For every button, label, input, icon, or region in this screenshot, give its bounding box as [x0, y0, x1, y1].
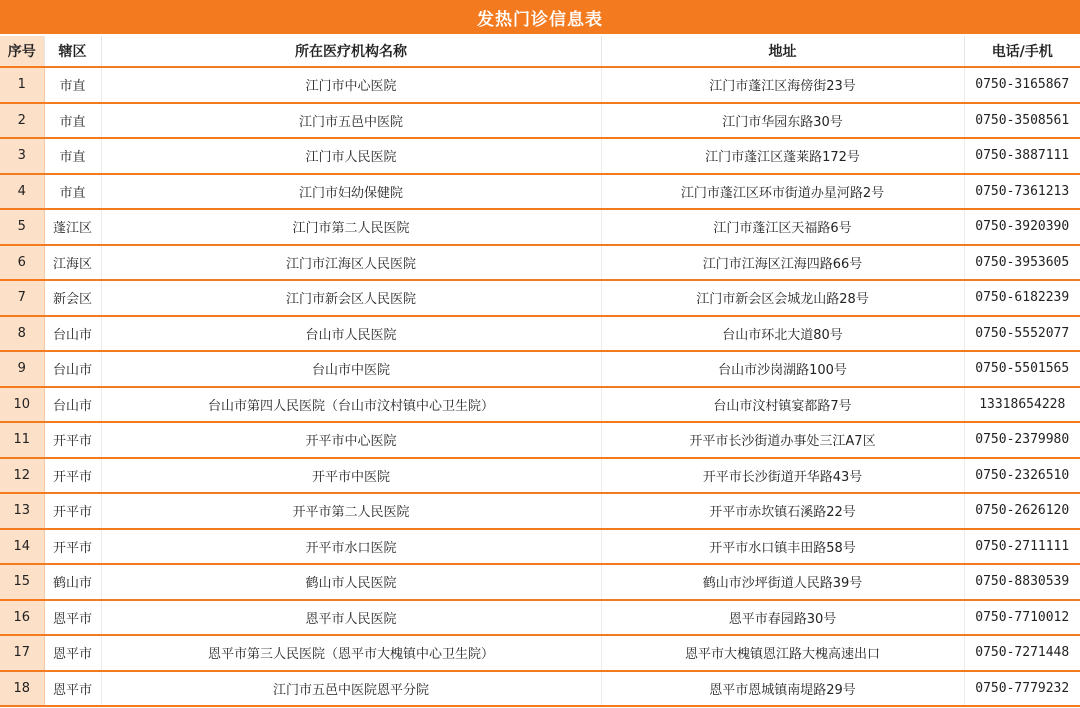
header-index: 序号 [0, 36, 44, 67]
cell-district: 开平市 [44, 458, 101, 494]
table-row [0, 209, 1080, 245]
cell-district: 市直 [44, 174, 101, 210]
cell-phone: 0750-2626120 [964, 493, 1080, 529]
cell-phone: 0750-5552077 [964, 316, 1080, 352]
cell-address: 台山市环北大道80号 [601, 316, 964, 352]
cell-index: 15 [0, 564, 44, 600]
table-row [0, 422, 1080, 458]
cell-district: 鹤山市 [44, 564, 101, 600]
cell-district: 恩平市 [44, 600, 101, 636]
cell-phone: 0750-7779232 [964, 671, 1080, 707]
cell-address: 台山市沙岗湖路100号 [601, 351, 964, 387]
cell-district: 台山市 [44, 387, 101, 423]
table-row [0, 458, 1080, 494]
cell-institution: 开平市水口医院 [101, 529, 601, 565]
cell-address: 江门市蓬江区环市街道办星河路2号 [601, 174, 964, 210]
cell-index: 4 [0, 174, 44, 210]
table-row [0, 316, 1080, 352]
cell-index: 17 [0, 635, 44, 671]
cell-index: 16 [0, 600, 44, 636]
cell-institution: 开平市第二人民医院 [101, 493, 601, 529]
cell-address: 恩平市恩城镇南堤路29号 [601, 671, 964, 707]
cell-index: 8 [0, 316, 44, 352]
cell-address: 开平市长沙街道开华路43号 [601, 458, 964, 494]
table-row [0, 351, 1080, 387]
cell-phone: 0750-3920390 [964, 209, 1080, 245]
cell-index: 18 [0, 671, 44, 707]
cell-district: 市直 [44, 103, 101, 139]
cell-phone: 0750-2711111 [964, 529, 1080, 565]
header-row [0, 36, 1080, 67]
cell-district: 恩平市 [44, 635, 101, 671]
table-row [0, 600, 1080, 636]
cell-institution: 台山市中医院 [101, 351, 601, 387]
cell-address: 江门市蓬江区蓬莱路172号 [601, 138, 964, 174]
table-row [0, 671, 1080, 707]
table-title: 发热门诊信息表 [0, 0, 1080, 36]
cell-district: 市直 [44, 67, 101, 103]
cell-institution: 江门市人民医院 [101, 138, 601, 174]
cell-phone: 0750-8830539 [964, 564, 1080, 600]
table-row [0, 103, 1080, 139]
cell-address: 开平市长沙街道办事处三江A7区 [601, 422, 964, 458]
cell-address: 台山市汶村镇宴都路7号 [601, 387, 964, 423]
cell-phone: 0750-7710012 [964, 600, 1080, 636]
cell-phone: 0750-6182239 [964, 280, 1080, 316]
cell-institution: 江门市五邑中医院 [101, 103, 601, 139]
cell-address: 鹤山市沙坪街道人民路39号 [601, 564, 964, 600]
table-row [0, 564, 1080, 600]
cell-phone: 0750-2379980 [964, 422, 1080, 458]
cell-address: 恩平市春园路30号 [601, 600, 964, 636]
cell-address: 江门市江海区江海四路66号 [601, 245, 964, 281]
cell-index: 6 [0, 245, 44, 281]
cell-index: 9 [0, 351, 44, 387]
cell-institution: 台山市人民医院 [101, 316, 601, 352]
cell-address: 开平市赤坎镇石溪路22号 [601, 493, 964, 529]
table-row [0, 245, 1080, 281]
table-row [0, 493, 1080, 529]
cell-institution: 江门市第二人民医院 [101, 209, 601, 245]
cell-institution: 恩平市第三人民医院（恩平市大槐镇中心卫生院） [101, 635, 601, 671]
cell-district: 蓬江区 [44, 209, 101, 245]
cell-institution: 江门市新会区人民医院 [101, 280, 601, 316]
cell-address: 江门市华园东路30号 [601, 103, 964, 139]
cell-district: 市直 [44, 138, 101, 174]
cell-district: 台山市 [44, 316, 101, 352]
cell-index: 10 [0, 387, 44, 423]
header-district: 辖区 [44, 36, 101, 67]
cell-institution: 江门市江海区人民医院 [101, 245, 601, 281]
cell-address: 江门市蓬江区天福路6号 [601, 209, 964, 245]
table-row [0, 280, 1080, 316]
cell-index: 3 [0, 138, 44, 174]
cell-index: 12 [0, 458, 44, 494]
cell-phone: 0750-3887111 [964, 138, 1080, 174]
fever-clinic-table [0, 36, 1080, 707]
cell-phone: 0750-5501565 [964, 351, 1080, 387]
cell-address: 江门市新会区会城龙山路28号 [601, 280, 964, 316]
cell-district: 开平市 [44, 493, 101, 529]
cell-district: 开平市 [44, 422, 101, 458]
table-body [0, 67, 1080, 706]
table-row [0, 635, 1080, 671]
cell-district: 恩平市 [44, 671, 101, 707]
cell-index: 7 [0, 280, 44, 316]
cell-index: 11 [0, 422, 44, 458]
table-row [0, 67, 1080, 103]
header-address: 地址 [601, 36, 964, 67]
cell-phone: 0750-7271448 [964, 635, 1080, 671]
cell-phone: 0750-2326510 [964, 458, 1080, 494]
cell-phone: 13318654228 [964, 387, 1080, 423]
cell-phone: 0750-3508561 [964, 103, 1080, 139]
cell-district: 开平市 [44, 529, 101, 565]
cell-district: 新会区 [44, 280, 101, 316]
cell-institution: 开平市中心医院 [101, 422, 601, 458]
cell-phone: 0750-3165867 [964, 67, 1080, 103]
table-row [0, 174, 1080, 210]
cell-index: 14 [0, 529, 44, 565]
header-phone: 电话/手机 [964, 36, 1080, 67]
cell-index: 1 [0, 67, 44, 103]
cell-index: 13 [0, 493, 44, 529]
cell-address: 开平市水口镇丰田路58号 [601, 529, 964, 565]
table-row [0, 138, 1080, 174]
cell-institution: 鹤山市人民医院 [101, 564, 601, 600]
cell-address: 江门市蓬江区海傍街23号 [601, 67, 964, 103]
table-row [0, 387, 1080, 423]
cell-institution: 恩平市人民医院 [101, 600, 601, 636]
cell-address: 恩平市大槐镇恩江路大槐高速出口 [601, 635, 964, 671]
cell-institution: 江门市五邑中医院恩平分院 [101, 671, 601, 707]
cell-institution: 江门市妇幼保健院 [101, 174, 601, 210]
cell-district: 台山市 [44, 351, 101, 387]
cell-phone: 0750-7361213 [964, 174, 1080, 210]
cell-phone: 0750-3953605 [964, 245, 1080, 281]
cell-index: 2 [0, 103, 44, 139]
cell-district: 江海区 [44, 245, 101, 281]
cell-institution: 江门市中心医院 [101, 67, 601, 103]
cell-institution: 开平市中医院 [101, 458, 601, 494]
table-row [0, 529, 1080, 565]
header-institution: 所在医疗机构名称 [101, 36, 601, 67]
cell-institution: 台山市第四人民医院（台山市汶村镇中心卫生院） [101, 387, 601, 423]
cell-index: 5 [0, 209, 44, 245]
